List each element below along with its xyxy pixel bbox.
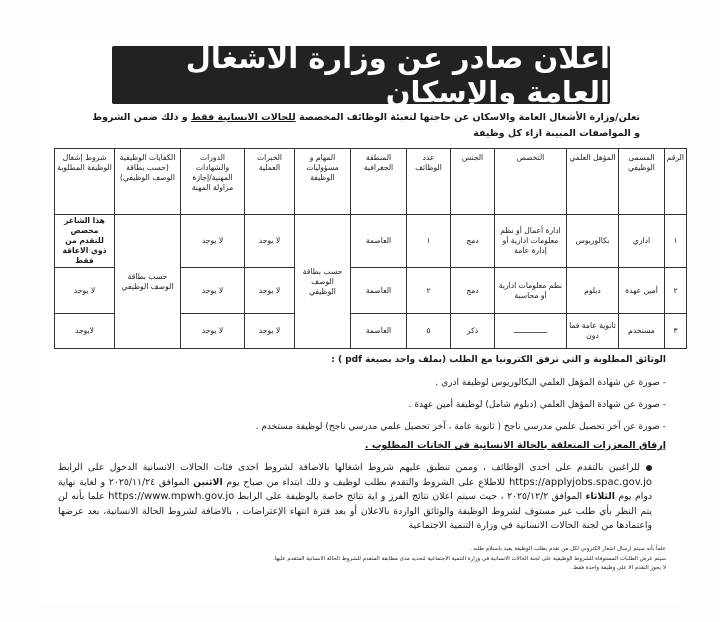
cell-qualification: ثانوية عامة فما دون	[567, 314, 619, 349]
application-notice	[58, 461, 652, 534]
announcement-title: اعلان صادر عن وزارة الاشغال العامة والإسكان	[112, 46, 610, 104]
notice-day-2: الثلاثاء	[585, 491, 615, 502]
cell-count: ٢	[407, 268, 451, 314]
header-job-title: المسمى الوظيفي	[619, 149, 665, 215]
header-conditions: شروط إشغال الوظيفة المطلوبة	[55, 149, 115, 215]
cell-number: ٢	[665, 268, 687, 314]
header-competencies: الكفايات الوظيفية (حسب بطاقة الوصف الوظيفي)	[115, 149, 181, 215]
intro-text-2: و ذلك ضمن الشروط و المواصفات المبينة ازاء كل وظيفة	[92, 112, 640, 139]
notice-day-1: الاثنين	[193, 476, 223, 488]
cell-region: العاصمة	[351, 314, 407, 349]
cell-experience: لا يوجد	[245, 314, 295, 349]
notice-text-2: للاطلاع على الشروط والتقدم بطلب لوظيف و ذلك ابتداء من صباح يوم	[222, 476, 506, 488]
list-item: - صورة عن شهادة المؤهل العلمي البكالوريوس لوظيفة ادري .	[435, 378, 666, 388]
cell-gender: دمج	[451, 215, 495, 268]
cell-gender: ذكر	[451, 314, 495, 349]
cell-experience: لا يوجد	[245, 215, 295, 268]
list-item: علماً بأنه سيتم ارسال اشعار الكتروني لكل من تقدم بطلب الوظيفة يفيد باستلام طلبه .	[469, 546, 666, 552]
intro-text-1: تعلن/وزارة الأشغال العامة والاسكان عن حاجتها لتعبئة الوظائف المخصصة	[295, 112, 640, 123]
cell-count: ١	[407, 215, 451, 268]
cell-qualification: دبلوم	[567, 268, 619, 314]
cell-number: ٣	[665, 314, 687, 349]
footnotes	[150, 545, 666, 574]
list-item: - صورة عن آخر تحصيل علمي مدرسي ناجح ( ثانوية عامة ، آخر تحصيل علمي مدرسي ناجح) لوظيفة مستخدم .	[255, 422, 666, 432]
notice-text-5: علما بأنه لن يتم النظر بأي طلب غير مستوف لشروط الوظيفة والوثائق الواردة بالاعلان أو بعد فترة انتهاء الإعتراضات ، بالاضافة لشروط الحالة الانسانية، بعد عرضها واعتمادها من لجنة الحالات الانسانية في وزارة التنمية الاجتماعية	[58, 491, 652, 531]
documents-heading: الوثائق المطلوبة و التي ترفق الكترونيا مع الطلب (بملف واحد بصيغة pdf ) :	[331, 355, 666, 365]
header-gender: الجنس	[451, 149, 495, 215]
header-duties: المهام و مسؤوليات الوظيفة	[295, 149, 351, 215]
cell-courses: لا يوجد	[181, 268, 245, 314]
cell-conditions: لايوجد	[55, 314, 115, 349]
cell-job-title: مستخدم	[619, 314, 665, 349]
header-count: عدد الوظائف	[407, 149, 451, 215]
intro-paragraph	[92, 110, 640, 142]
header-experience: الخبرات العملية	[245, 149, 295, 215]
cell-conditions: هذا الشاغر مخصص للتقدم من ذوي الاعاقة فقط	[55, 215, 115, 268]
table-header-row	[55, 149, 687, 215]
cell-specialization: ـــــــــــــــ	[495, 314, 567, 349]
apply-link[interactable]: https://applyjobs.spac.gov.jo	[508, 476, 652, 488]
bullet-icon	[646, 465, 652, 471]
list-item: سيتم عرض الطلبات المستوفاة للشروط الوظيفية على لجنة الحالات الانسانية في وزارة التنمية الاجتماعية لتحديد مدى مطابقة المتقدم للشروط الحالة الانسانية المتقدم عليها.	[272, 555, 666, 562]
list-item: لا يجوز التقدم الا على وظيفة واحدة فقط.	[571, 565, 666, 571]
cell-duties-merged: حسب بطاقة الوصف الوظيفي	[295, 215, 351, 349]
list-item: - صورة عن شهادة المؤهل العلمي (دبلوم شامل) لوظيفة أمين عهدة .	[408, 400, 666, 410]
cell-experience: لا يوجد	[245, 268, 295, 314]
cell-region: العاصمة	[351, 268, 407, 314]
ministry-link[interactable]: https://www.mpwh.gov.jo	[108, 491, 235, 502]
header-qualification: المؤهل العلمي	[567, 149, 619, 215]
cell-specialization: نظم معلومات ادارية أو محاسبة	[495, 268, 567, 314]
cell-conditions: لا يوجد	[55, 268, 115, 314]
header-number: الرقم	[665, 149, 687, 215]
cell-courses: لا يوجد	[181, 215, 245, 268]
cell-courses: لا يوجد	[181, 314, 245, 349]
header-specialization: التخصص	[495, 149, 567, 215]
notice-text-4: الموافق ٢٠٢٥/١٢/٢ ، حيث سيتم اعلان نتائج الفرز و اية نتائج خاصة بالوظيفة على الرابط	[237, 491, 586, 502]
cell-region: العاصمة	[351, 215, 407, 268]
attachments-heading: إرفاق المعززات المتعلقة بالحالة الانسانية في الخانات المطلوب .	[364, 440, 666, 451]
notice-text-1: للراغبين بالتقدم على احدى الوظائف ، وممن تنطبق عليهم شروط اشغالها بالاضافة لشروط احدى فئات الحالات الانسانية الدخول على الرابط	[58, 462, 640, 473]
notice-text-3: الموافق ٢٠٢٥/١١/٢٤ و لغاية نهاية دوام يوم	[58, 476, 652, 502]
header-region: المنطقة الجغرافية	[351, 149, 407, 215]
table-row	[55, 215, 687, 268]
intro-underlined: للحالات الانسانية فقط	[190, 112, 296, 123]
cell-job-title: أمين عهدة	[619, 268, 665, 314]
jobs-table	[54, 148, 687, 349]
header-courses: الدورات والشهادات المهنية/إجازة مزاولة المهنة	[181, 149, 245, 215]
cell-count: ٥	[407, 314, 451, 349]
cell-job-title: اداري	[619, 215, 665, 268]
cell-competencies-merged: حسب بطاقة الوصف الوظيفي	[115, 215, 181, 349]
cell-qualification: بكالوريوس	[567, 215, 619, 268]
cell-specialization: ادارة أعمال أو نظم معلومات ادارية أو إدارة عامة	[495, 215, 567, 268]
cell-number: ١	[665, 215, 687, 268]
cell-gender: دمج	[451, 268, 495, 314]
documents-list	[90, 372, 666, 438]
